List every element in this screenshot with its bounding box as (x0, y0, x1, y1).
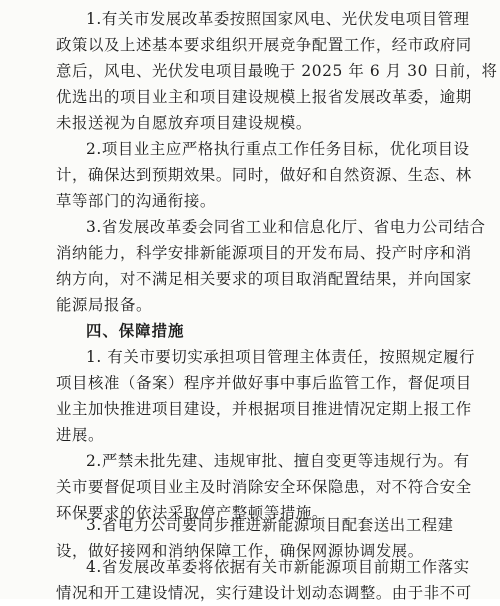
text-line: 业主加快推进项目建设，并根据项目推进情况定期上报工作 (56, 400, 472, 418)
text-line: 政策以及上述基本要求组织开展竞争配置工作，经市政府同 (56, 36, 472, 54)
text-line: 3.省发展改革委会同省工业和信息化厅、省电力公司结合 (86, 218, 486, 236)
text-line: 环保要求的依法采取停产整顿等措施。 (56, 504, 328, 522)
text-line: 能源局报备。 (56, 296, 152, 314)
paragraph-1 (56, 6, 498, 136)
text-line: 项目核准（备案）程序并做好事中事后监管工作，督促项目 (56, 374, 472, 392)
text-line: 2.严禁未批先建、违规审批、擅自变更等违规行为。有 (86, 452, 470, 470)
text-line: 情况和开工建设情况，实行建设计划动态调整。由于非不可 (56, 584, 472, 602)
text-line: 3.省电力公司要同步推进新能源项目配套送出工程建 (86, 516, 454, 534)
text-line: 消纳能力，科学安排新能源项目的开发布局、投产时序和消 (56, 244, 472, 262)
text-line: 关市要督促项目业主及时消除安全环保隐患，对不符合安全 (56, 478, 472, 496)
paragraph-3 (56, 214, 486, 318)
text-line: 优选出的项目业主和项目建设规模上报省发展改革委，逾期 (56, 88, 472, 106)
text-line: 1. 有关市要切实承担项目管理主体责任，按照规定履行 (86, 348, 476, 366)
text-line: 纳方向，对不满足相关要求的项目取消配置结果，并向国家 (56, 270, 472, 288)
text-line: 计，确保达到预期效果。同时，做好和自然资源、生态、林 (56, 166, 472, 184)
text-line: 4.省发展改革委将依据有关市新能源项目前期工作落实 (86, 558, 470, 576)
text-line: 草等部门的沟通衔接。 (56, 192, 216, 210)
measure-1 (56, 344, 476, 448)
text-line: 2.项目业主应严格执行重点工作任务目标，优化项目设 (86, 140, 470, 158)
text-line: 1.有关市发展改革委按照国家风电、光伏发电项目管理 (86, 10, 470, 28)
measure-4 (56, 554, 472, 606)
text-line: 进展。 (56, 426, 104, 444)
text-line: 意后，风电、光伏发电项目最晚于 2025 年 6 月 30 日前，将 (56, 62, 498, 80)
section-heading: 四、保障措施 (86, 322, 185, 340)
text-line: 设，做好接网和消纳保障工作，确保网源协调发展。 (56, 542, 424, 560)
paragraph-2 (56, 136, 472, 214)
text-line: 未报送视为自愿放弃项目建设规模。 (56, 114, 312, 132)
